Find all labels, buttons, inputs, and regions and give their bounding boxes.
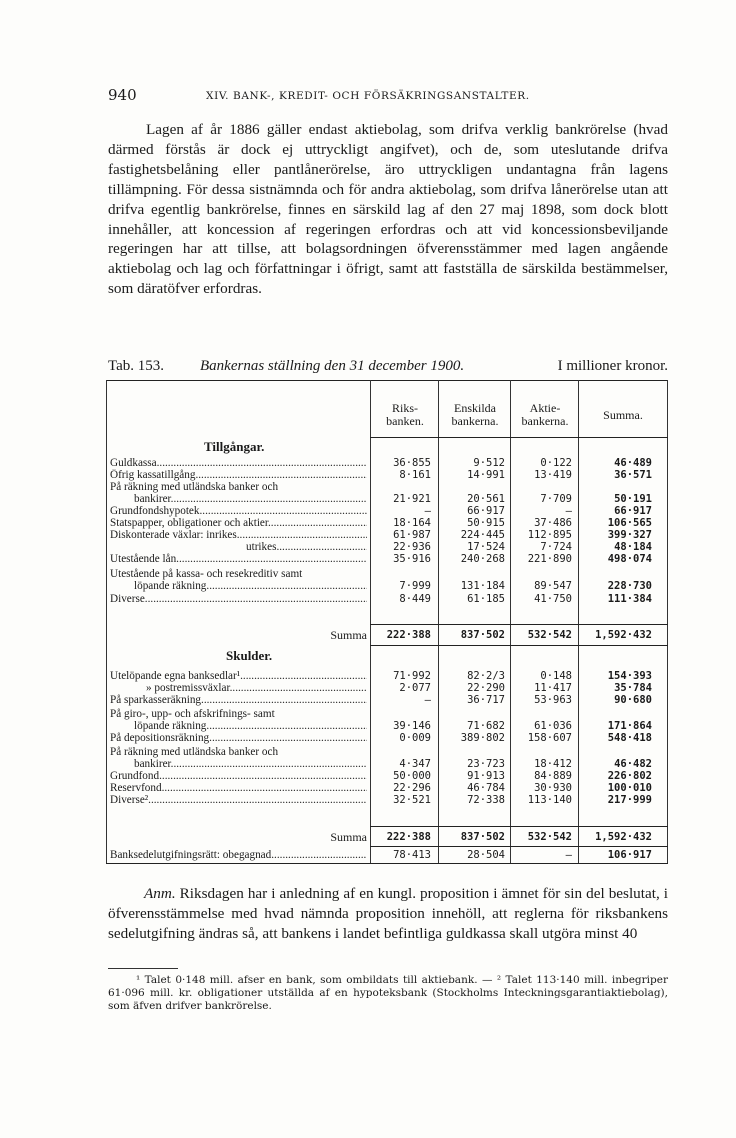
sum-row-liabilities xyxy=(106,831,668,843)
row-label: löpande räkning ..... xyxy=(134,580,367,592)
row-label: På giro-, upp- och afskrifnings- samt xyxy=(110,708,275,720)
row-label: Grundfondshypotek ..... xyxy=(110,505,367,517)
row-label: Diverse² ..... xyxy=(110,794,367,806)
cell-summa: 548·418 xyxy=(607,732,652,744)
row-label: utrikes ..... xyxy=(246,541,367,553)
cell-aktie: 532·542 xyxy=(527,831,572,843)
cell-riksbanken: 35·916 xyxy=(393,553,431,565)
cell-aktie: — xyxy=(565,849,572,861)
table-row xyxy=(106,529,668,541)
cell-summa: 399·327 xyxy=(607,529,652,541)
cell-summa: 46·482 xyxy=(614,758,652,770)
cell-aktie: 0·122 xyxy=(540,457,572,469)
cell-summa: 498·074 xyxy=(607,553,652,565)
cell-summa: 66·917 xyxy=(614,505,652,517)
cell-riksbanken: 18·164 xyxy=(393,517,431,529)
cell-aktie: 113·140 xyxy=(527,794,572,806)
cell-riksbanken: 8·161 xyxy=(399,469,431,481)
cell-riksbanken: 4·347 xyxy=(399,758,431,770)
cell-summa: 100·010 xyxy=(607,782,652,794)
cell-enskilda: 240·268 xyxy=(460,553,505,565)
cell-riksbanken: 8·449 xyxy=(399,593,431,605)
cell-summa: 50·191 xyxy=(614,493,652,505)
footnote-text: ¹ Talet 0·148 mill. afser en bank, som ombildats till aktiebank. — ² Talet 113·140 mill. inbegriper 61·096 mill. kr. obligationer utställda af en hypoteksbank (Stockholms Inteckningsgarantiaktiebolag), som äfven drifver bankrörelse. xyxy=(108,974,668,1012)
cell-aktie: 0·148 xyxy=(540,670,572,682)
cell-enskilda: 224·445 xyxy=(460,529,505,541)
col-head-line: banken. xyxy=(386,414,424,428)
cell-aktie: 11·417 xyxy=(534,682,572,694)
footnotes xyxy=(108,974,668,1013)
table-title: Bankernas ställning den 31 december 1900. xyxy=(200,358,465,374)
table-label: Tab. 153. xyxy=(108,358,165,374)
cell-riksbanken: 22·296 xyxy=(393,782,431,794)
cell-enskilda: 50·915 xyxy=(467,517,505,529)
cell-enskilda: 46·784 xyxy=(467,782,505,794)
cell-summa: 35·784 xyxy=(614,682,652,694)
col-head-aktiebankerna xyxy=(512,402,578,428)
cell-aktie: 53·963 xyxy=(534,694,572,706)
cell-enskilda: 389·802 xyxy=(460,732,505,744)
cell-aktie: 532·542 xyxy=(527,629,572,641)
cell-riksbanken: 39·146 xyxy=(393,720,431,732)
cell-riksbanken: 21·921 xyxy=(393,493,431,505)
row-label: Reservfond ..... xyxy=(110,782,367,794)
col-head-line: Riks- xyxy=(391,401,418,415)
table-row xyxy=(106,469,668,481)
cell-aktie: — xyxy=(565,505,572,517)
footnote-rule xyxy=(108,968,178,969)
row-label: På depositionsräkning ..... xyxy=(110,732,367,744)
sum-label: Summa xyxy=(330,629,367,641)
cell-aktie: 13·419 xyxy=(534,469,572,481)
note-paragraph xyxy=(108,884,668,944)
cell-enskilda: 61·185 xyxy=(467,593,505,605)
table-row xyxy=(106,670,668,682)
sum-row-assets xyxy=(106,629,668,641)
cell-enskilda: 131·184 xyxy=(460,580,505,592)
table-row xyxy=(106,770,668,782)
row-label: Utestående på kassa- och resekreditiv samt xyxy=(110,568,303,580)
cell-enskilda: 837·502 xyxy=(460,831,505,843)
cell-enskilda: 82·2/3 xyxy=(467,670,505,682)
cell-enskilda: 71·682 xyxy=(467,720,505,732)
col-head-line: Enskilda xyxy=(454,401,496,415)
cell-aktie: 221·890 xyxy=(527,553,572,565)
cell-enskilda: 837·502 xyxy=(460,629,505,641)
row-label: bankirer ..... xyxy=(134,493,367,505)
row-label: Diverse ..... xyxy=(110,593,367,605)
cell-aktie: 7·709 xyxy=(540,493,572,505)
row-label: löpande räkning ..... xyxy=(134,720,367,732)
table-row xyxy=(106,720,668,732)
cell-summa: 1,592·432 xyxy=(595,629,652,641)
cell-enskilda: 22·290 xyxy=(467,682,505,694)
cell-aktie: 89·547 xyxy=(534,580,572,592)
cell-aktie: 112·895 xyxy=(527,529,572,541)
cell-riksbanken: 2·077 xyxy=(399,682,431,694)
cell-summa: 90·680 xyxy=(614,694,652,706)
cell-enskilda: 17·524 xyxy=(467,541,505,553)
col-head-line: Aktie- xyxy=(529,401,561,415)
row-label: Diskonterade växlar: inrikes ..... xyxy=(110,529,367,541)
cell-aktie: 84·889 xyxy=(534,770,572,782)
row-label: Öfrig kassatillgång ..... xyxy=(110,469,367,481)
cell-riksbanken: — xyxy=(424,694,431,706)
cell-summa: 154·393 xyxy=(607,670,652,682)
cell-aktie: 7·724 xyxy=(540,541,572,553)
table-row xyxy=(106,493,668,505)
table-row xyxy=(106,553,668,565)
cell-summa: 106·565 xyxy=(607,517,652,529)
cell-enskilda: 28·504 xyxy=(467,849,505,861)
cell-riksbanken: 36·855 xyxy=(393,457,431,469)
row-label: Utelöpande egna banksedlar¹ ..... xyxy=(110,670,367,682)
table-row xyxy=(106,758,668,770)
table-row xyxy=(106,849,668,861)
section-liabilities: Skulder. xyxy=(226,648,273,663)
col-head-line: bankerna. xyxy=(451,414,499,428)
paragraph-text: Lagen af år 1886 gäller endast aktiebolag, som drifva verklig bankrörelse (hvad därmed förstås är dock ej uttryckligt angifvet), och de, som uteslutande drifva fastighetsbelåning eller pantlånerörelse, äro uttryckligen undantagna från lagens tillämpning. För dessa sistnämnda och för andra aktiebolag, som drifva lånerörelse utan att drifva egentlig bankrörelse, finnes en särskild lag af den 27 maj 1898, som dock blott innehåller, att koncession af regeringen erfordras och att vid koncessionsbeviljande regeringen har att tillse, att bolagsordningen öfverensstämmer med lagen angående aktiebolag och lag och författningar i öfrigt, samt att fastställa de särskilda bestämmelser, som däratöfver erfordras. xyxy=(108,121,668,298)
table-row xyxy=(106,568,668,580)
cell-summa: 217·999 xyxy=(607,794,652,806)
row-label: På räkning med utländska banker och xyxy=(110,746,279,758)
col-head-enskilda xyxy=(440,402,510,428)
table-row xyxy=(106,732,668,744)
cell-aktie: 18·412 xyxy=(534,758,572,770)
cell-riksbanken: 71·992 xyxy=(393,670,431,682)
cell-enskilda: 36·717 xyxy=(467,694,505,706)
cell-summa: 48·184 xyxy=(614,541,652,553)
table-unit: I millioner kronor. xyxy=(557,358,668,374)
cell-summa: 171·864 xyxy=(607,720,652,732)
cell-enskilda: 20·561 xyxy=(467,493,505,505)
cell-enskilda: 72·338 xyxy=(467,794,505,806)
row-label: På sparkasseräkning ..... xyxy=(110,694,367,706)
col-head-summa: Summa. xyxy=(603,408,643,422)
cell-enskilda: 66·917 xyxy=(467,505,505,517)
cell-riksbanken: 222·388 xyxy=(386,831,431,843)
cell-enskilda: 9·512 xyxy=(473,457,505,469)
col-head-line: bankerna. xyxy=(521,414,569,428)
col-head-riksbanken xyxy=(372,402,438,428)
table-row xyxy=(106,708,668,720)
cell-summa: 36·571 xyxy=(614,469,652,481)
table-row xyxy=(106,782,668,794)
row-label: Guldkassa ..... xyxy=(110,457,367,469)
cell-enskilda: 91·913 xyxy=(467,770,505,782)
cell-summa: 46·489 xyxy=(614,457,652,469)
cell-summa: 228·730 xyxy=(607,580,652,592)
cell-summa: 111·384 xyxy=(607,593,652,605)
cell-riksbanken: 32·521 xyxy=(393,794,431,806)
cell-summa: 1,592·432 xyxy=(595,831,652,843)
row-label: Banksedelutgifningsrätt: obegagnad ..... xyxy=(110,849,367,861)
row-label: bankirer ..... xyxy=(134,758,367,770)
note-lead: Anm. xyxy=(144,885,176,902)
section-assets: Tillgångar. xyxy=(204,439,265,454)
table-row xyxy=(106,457,668,469)
table-row xyxy=(106,481,668,493)
cell-aktie: 30·930 xyxy=(534,782,572,794)
cell-aktie: 61·036 xyxy=(534,720,572,732)
table-row xyxy=(106,682,668,694)
cell-summa: 106·917 xyxy=(607,849,652,861)
table-row xyxy=(106,746,668,758)
cell-riksbanken: 50·000 xyxy=(393,770,431,782)
cell-riksbanken: 61·987 xyxy=(393,529,431,541)
note-text: Riksdagen har i anledning af en kungl. proposition i ämnet för sin del beslutat, i öfverensstämmelse med hvad nämnda proposition innehöll, att reglerna för riksbankens sedelutgifning ändras så, att bankens i landet befintliga guldkassa skall utgöra minst 40 xyxy=(108,885,668,942)
cell-aktie: 158·607 xyxy=(527,732,572,744)
table-row xyxy=(106,593,668,605)
table-row xyxy=(106,794,668,806)
cell-summa: 226·802 xyxy=(607,770,652,782)
cell-aktie: 37·486 xyxy=(534,517,572,529)
sum-label: Summa xyxy=(330,831,367,843)
row-label: På räkning med utländska banker och xyxy=(110,481,279,493)
cell-riksbanken: — xyxy=(424,505,431,517)
cell-riksbanken: 7·999 xyxy=(399,580,431,592)
table-row xyxy=(106,694,668,706)
table-row xyxy=(106,580,668,592)
table-row xyxy=(106,517,668,529)
table-row xyxy=(106,505,668,517)
body-paragraph xyxy=(108,120,668,299)
cell-enskilda: 23·723 xyxy=(467,758,505,770)
running-title: XIV. BANK-, KREDIT- OCH FÖRSÄKRINGSANSTALTER. xyxy=(206,90,530,102)
cell-riksbanken: 22·936 xyxy=(393,541,431,553)
cell-aktie: 41·750 xyxy=(534,593,572,605)
cell-riksbanken: 0·009 xyxy=(399,732,431,744)
bank-balance-table xyxy=(106,380,668,864)
row-label: Grundfond ..... xyxy=(110,770,367,782)
cell-enskilda: 14·991 xyxy=(467,469,505,481)
cell-riksbanken: 78·413 xyxy=(393,849,431,861)
row-label: Statspapper, obligationer och aktier ..... xyxy=(110,517,367,529)
row-label: Utestående lån ..... xyxy=(110,553,367,565)
page-number: 940 xyxy=(108,86,137,104)
row-label: » postremissväxlar ..... xyxy=(146,682,367,694)
cell-riksbanken: 222·388 xyxy=(386,629,431,641)
table-row xyxy=(106,541,668,553)
